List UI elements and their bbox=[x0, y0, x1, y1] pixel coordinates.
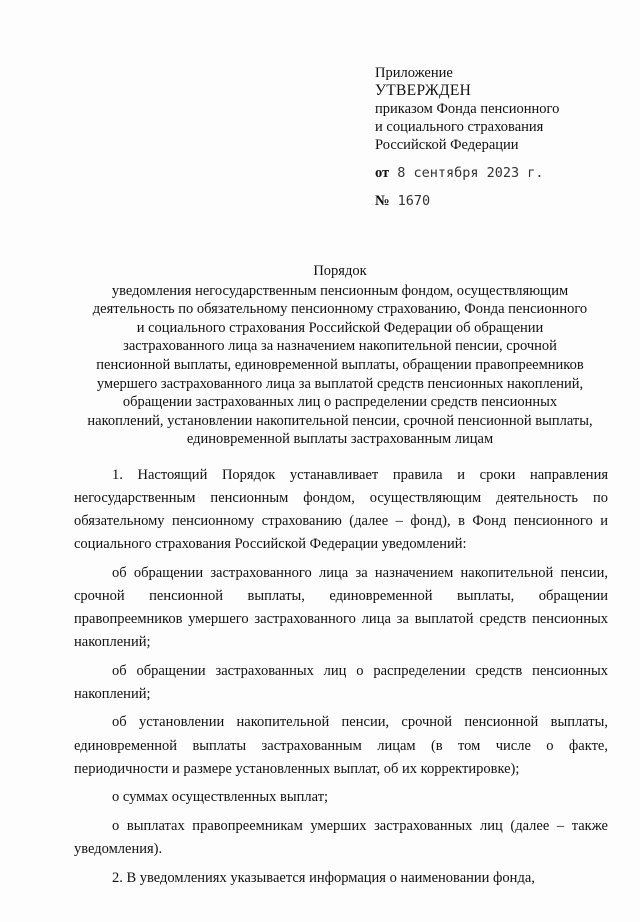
body-paragraph: об обращении застрахованного лица за назначением накопительной пенсии, срочной пенсионной выплаты, единовременной выплаты, обращении правопреемников умершего застрахованного лица за выплатой средств пенсионных накоплений; bbox=[74, 564, 608, 651]
title-line: уведомления негосударственным пенсионным фондом, осуществляющим bbox=[111, 282, 569, 299]
order-line-2: и социального страхования bbox=[375, 119, 544, 135]
body-paragraph: 1. Настоящий Порядок устанавливает правила и сроки направления негосударственным пенсионным фондом, осуществляющим деятельность по обязательному пенсионному страхованию (далее – фонд), в Фонд пенсионного и социального страхования Российской Федерации уведомлений: bbox=[74, 467, 608, 553]
order-number bbox=[375, 193, 430, 210]
document-title bbox=[60, 262, 620, 449]
body-paragraph: об установлении накопительной пенсии, срочной пенсионной выплаты, единовременной выплаты застрахованным лицам (в том числе о факте, периодичности и размере установленных выплат, об их корректировке); bbox=[74, 714, 608, 777]
number-value: 1670 bbox=[397, 193, 431, 209]
approved-label: УТВЕРЖДЕН bbox=[375, 82, 472, 99]
date-label: от bbox=[375, 165, 390, 181]
body-paragraph: об обращении застрахованных лиц о распределении средств пенсионных накоплений; bbox=[74, 662, 608, 702]
body-paragraph: 2. В уведомлениях указывается информация о наименовании фонда, bbox=[112, 869, 535, 886]
title-line: и социального страхования Российской Федерации об обращении bbox=[136, 319, 544, 336]
title-line: деятельность по обязательному пенсионному страхованию, Фонда пенсионного bbox=[92, 301, 588, 318]
date-value: 8 сентября 2023 г. bbox=[397, 165, 544, 181]
title-line: застрахованного лица за назначением накопительной пенсии, срочной bbox=[123, 338, 557, 355]
title-line: пенсионной выплаты, единовременной выплаты, обращении правопреемников bbox=[96, 356, 584, 373]
approval-header bbox=[375, 64, 625, 154]
body-paragraph: о выплатах правопреемникам умерших застрахованных лиц (далее – также уведомления). bbox=[74, 817, 608, 857]
title-line: умершего застрахованного лица за выплатой средств пенсионных накоплений, bbox=[96, 375, 584, 392]
number-label: № bbox=[375, 193, 390, 209]
order-line-3: Российской Федерации bbox=[375, 137, 519, 153]
document-body bbox=[74, 464, 608, 895]
appendix-label: Приложение bbox=[375, 65, 453, 81]
title-line: единовременной выплаты застрахованным лицам bbox=[186, 431, 494, 448]
title-line: обращении застрахованных лиц о распределении средств пенсионных bbox=[122, 394, 558, 411]
title-heading: Порядок bbox=[313, 263, 367, 279]
title-line: накоплений, установлении накопительной пенсии, срочной пенсионной выплаты, bbox=[87, 412, 593, 429]
order-date bbox=[375, 165, 544, 182]
body-paragraph: о суммах осуществленных выплат; bbox=[112, 789, 329, 806]
order-line-1: приказом Фонда пенсионного bbox=[375, 101, 560, 117]
